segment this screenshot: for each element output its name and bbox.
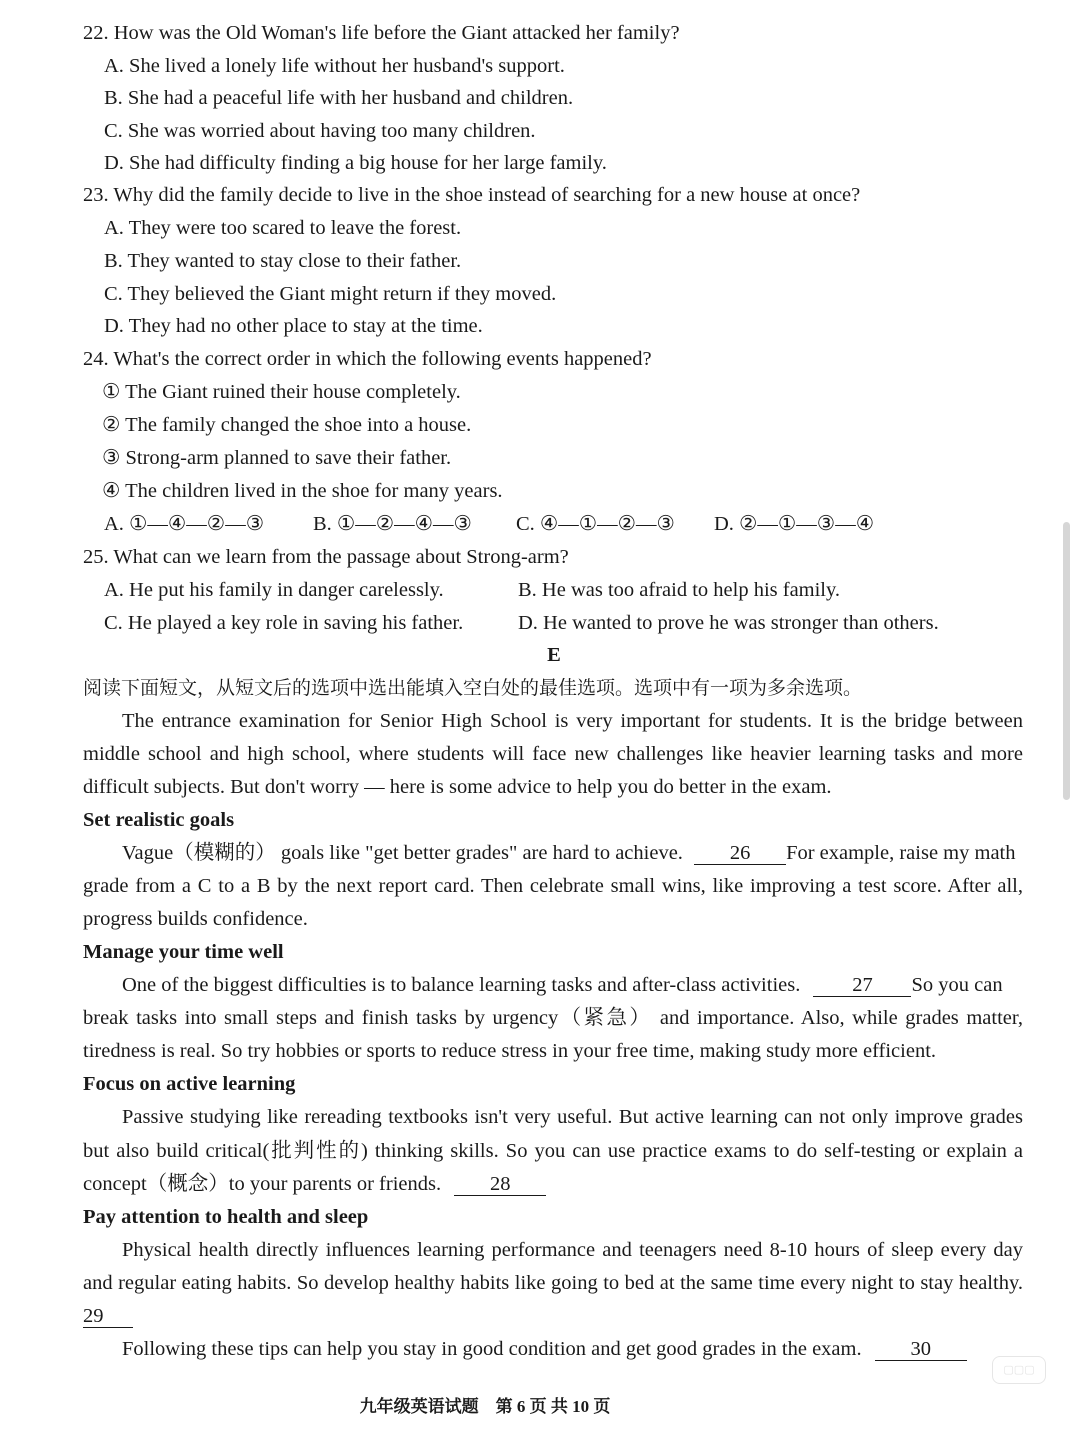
paragraph-3-text: concept（概念）to your parents or friends.	[83, 1173, 442, 1195]
question-24-event-1: ① The Giant ruined their house completely.	[102, 381, 461, 403]
scrollbar[interactable]	[1063, 522, 1070, 800]
paragraph-2-text-b: So you can	[911, 974, 1003, 996]
question-24-option-b: B. ①—②—④—③	[313, 513, 472, 535]
paragraph-2-line-2: break tasks into small steps and finish tasks by urgency（紧急） and importance. Also, while grades matter,	[83, 1007, 1023, 1029]
question-22-option-a: A. She lived a lonely life without her husband's support.	[104, 55, 565, 77]
question-23-option-c: C. They believed the Giant might return if they moved.	[104, 283, 557, 305]
question-24-event-3: ③ Strong-arm planned to save their father.	[102, 447, 452, 469]
question-25-option-c: C. He played a key role in saving his father.	[104, 612, 464, 634]
question-22-option-c: C. She was worried about having too many children.	[104, 120, 536, 142]
paragraph-5-text: Following these tips can help you stay in good condition and get good grades in the exam.	[122, 1338, 862, 1360]
paragraph-1-line-3: progress builds confidence.	[83, 908, 308, 930]
page-footer: 九年级英语试题 第 6 页 共 10 页	[359, 1397, 611, 1416]
question-22-option-b: B. She had a peaceful life with her husband and children.	[104, 87, 574, 109]
paragraph-4-line-1: Physical health directly influences learning performance and teenagers need 8-10 hours of sleep every day	[122, 1239, 1023, 1261]
section-e-title: E	[547, 644, 561, 666]
question-23-stem: 23. Why did the family decide to live in the shoe instead of searching for a new house at once?	[83, 184, 861, 206]
paragraph-2-text-a: One of the biggest difficulties is to balance learning tasks and after-class activities.	[122, 974, 801, 996]
blank-29: 29	[83, 1305, 133, 1328]
question-24-event-2: ② The family changed the shoe into a house.	[102, 414, 472, 436]
paragraph-5	[122, 1335, 967, 1363]
blank-26: 26	[694, 842, 786, 865]
paragraph-3-line-1: Passive studying like rereading textbooks isn't very useful. But active learning can not only improve grades	[122, 1106, 1023, 1128]
question-25-option-a: A. He put his family in danger carelessly.	[104, 579, 444, 601]
heading-active-learning: Focus on active learning	[83, 1073, 296, 1095]
watermark-logo: ▢▢▢	[992, 1356, 1046, 1384]
heading-manage-time: Manage your time well	[83, 941, 284, 963]
question-23-option-a: A. They were too scared to leave the forest.	[104, 217, 462, 239]
question-22-stem: 22. How was the Old Woman's life before the Giant attacked her family?	[83, 22, 680, 44]
blank-27: 27	[813, 974, 911, 997]
question-24-event-4: ④ The children lived in the shoe for many years.	[102, 480, 503, 502]
question-25-stem: 25. What can we learn from the passage about Strong-arm?	[83, 546, 569, 568]
question-23-option-b: B. They wanted to stay close to their father.	[104, 250, 462, 272]
question-25-option-d: D. He wanted to prove he was stronger than others.	[518, 612, 939, 634]
question-25-option-b: B. He was too afraid to help his family.	[518, 579, 841, 601]
heading-health-sleep: Pay attention to health and sleep	[83, 1206, 369, 1228]
question-24-option-d: D. ②—①—③—④	[714, 513, 875, 535]
intro-line-2: middle school and high school, where students will face new challenges like heavier learning tasks and more	[83, 743, 1023, 765]
paragraph-4-line-3	[83, 1302, 133, 1330]
blank-30: 30	[875, 1338, 967, 1361]
paragraph-3-line-3	[83, 1170, 546, 1198]
heading-set-realistic-goals: Set realistic goals	[83, 809, 235, 831]
paragraph-1-line-1	[122, 839, 1016, 867]
paragraph-1-line-2: grade from a C to a B by the next report card. Then celebrate small wins, like improving a test score. After all,	[83, 875, 1023, 897]
paragraph-4-line-2: and regular eating habits. So develop healthy habits like going to bed at the same time every night to stay healthy.	[83, 1272, 1023, 1294]
question-22-option-d: D. She had difficulty finding a big house for her large family.	[104, 152, 607, 174]
paragraph-2-line-3: tiredness is real. So try hobbies or sports to reduce stress in your free time, making study more efficient.	[83, 1040, 937, 1062]
intro-line-3: difficult subjects. But don't worry — here is some advice to help you do better in the exam.	[83, 776, 832, 798]
intro-line-1: The entrance examination for Senior High School is very important for students. It is the bridge between	[122, 710, 1023, 732]
paragraph-2-line-1	[122, 971, 1003, 999]
question-24-option-a: A. ①—④—②—③	[104, 513, 265, 535]
question-23-option-d: D. They had no other place to stay at the time.	[104, 315, 483, 337]
question-24-option-c: C. ④—①—②—③	[516, 513, 675, 535]
paragraph-1-text-a: Vague（模糊的） goals like "get better grades" are hard to achieve.	[122, 842, 683, 864]
paragraph-1-text-b: For example, raise my math	[786, 842, 1016, 864]
question-24-stem: 24. What's the correct order in which the following events happened?	[83, 348, 652, 370]
section-e-instruction: 阅读下面短文，从短文后的选项中选出能填入空白处的最佳选项。选项中有一项为多余选项。	[83, 677, 863, 699]
blank-28: 28	[454, 1173, 546, 1196]
paragraph-3-line-2: but also build critical(批判性的) thinking skills. So you can use practice exams to do self-testing or explain a	[83, 1140, 1023, 1162]
